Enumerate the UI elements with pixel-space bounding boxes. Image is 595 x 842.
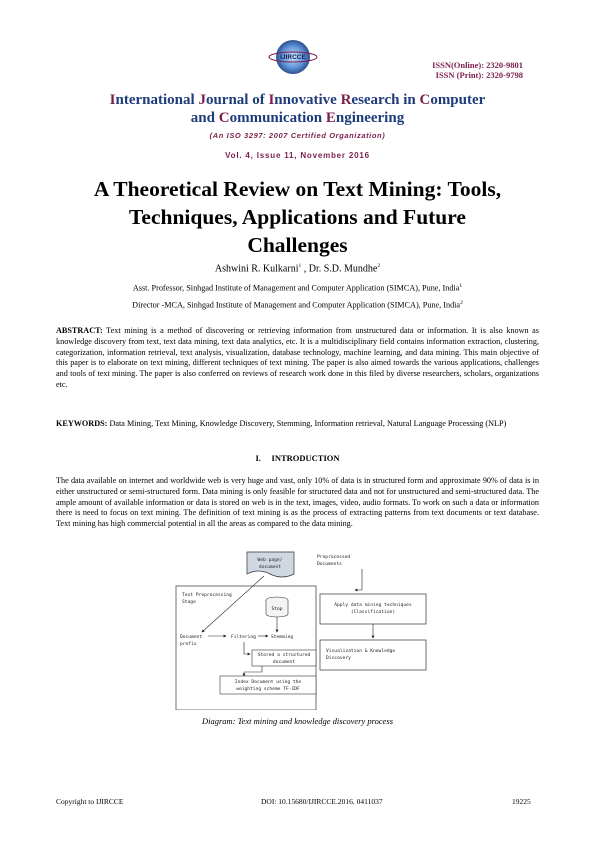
document-prefix-label: Document <box>180 635 203 640</box>
figure-caption: Diagram: Text mining and knowledge discovery process <box>201 716 394 726</box>
paper-title-line3: Challenges <box>247 233 348 257</box>
visualization-label-2: Discovery <box>326 656 351 661</box>
keywords <box>56 419 539 430</box>
apply-techniques-label: Apply data mining techniques <box>334 603 412 608</box>
stored-structured-label-2: document <box>272 660 296 665</box>
issn-online: ISSN(Online): 2320-9801 <box>432 60 523 70</box>
web-page-label-2: document <box>258 565 282 570</box>
paper-title-line2: Techniques, Applications and Future <box>129 205 466 229</box>
footer-copyright: Copyright to IJIRCCE <box>56 797 124 806</box>
volume-issue: Vol. 4, Issue 11, November 2016 <box>225 151 370 160</box>
preprocessing-label: Text Preprocessing <box>182 593 232 598</box>
preprocessing-label-2: Stage <box>182 600 196 605</box>
text-mining-process-diagram <box>172 550 430 710</box>
index-document-label: Index Document using the <box>234 680 302 685</box>
journal-logo <box>266 38 320 76</box>
preprocessed-label-2: Documents <box>317 562 342 567</box>
abstract-text: Text mining is a method of discovering or retrieving information from unstructured data or information. It is also known as knowledge discovery from text, text data mining, text data analytics, etc. It is a multidisciplinary field contains information extraction, clustering, categorization, information retrieval, text analysis, visualization, database technology, machine learning, and data mining. This main objective of this paper is to elaborate on text mining, different techniques of text mining. The paper is also aimed towards the various applications, challenges and tools of text mining. The paper is also conferred on reviews of research work done in this filed by diverse researchers, scholars, organizations etc. <box>56 326 539 389</box>
stored-structured-label: Stored a structured <box>257 653 311 658</box>
stemming-label: Stemming <box>271 635 294 640</box>
affiliation-1: Asst. Professor, Sinhgad Institute of Management and Computer Application (SIMCA), Pune, India$^1$ <box>132 283 463 293</box>
journal-title-line2: and Communication Engineering <box>190 110 405 126</box>
apply-techniques-label-2: (Classification) <box>350 610 396 615</box>
abstract <box>56 326 539 391</box>
introduction-paragraph: The data available on internet and worldwide web is very huge and vast, only 10% of data is in structured form and approximate 90% of data is in either unstructured or semi-structured form. Data mining is only feasible for structured data and not for unstructured and semi-structured data. The ample amount of available information or data is stored on web is in the text, images, video, audio formats. To work on such a data or information there is need to focus on text mining. The definition of text mining is as the process of extracting patterns from text documents or text database. Text mining has high commercial potential in all the areas as compared to the data mining. <box>56 476 539 529</box>
author-1: Ashwini R. Kulkarni <box>214 263 299 275</box>
web-page-label: Web page/ <box>257 558 283 563</box>
affiliation-2: Director -MCA, Sinhgad Institute of Management and Computer Application (SIMCA), Pune, India$^2$ <box>132 300 463 310</box>
document-prefix-label-2: prefix <box>180 642 197 647</box>
issn-print: ISSN (Print): 2320-9798 <box>435 70 523 80</box>
author-list: Ashwini R. Kulkarni$^1$ , Dr. S.D. Mundhe$^2$ <box>214 263 381 275</box>
keywords-text: Data Mining, Text Mining, Knowledge Discovery, Stemming, Information retrieval, Natural Language Processing (NLP) <box>107 419 507 428</box>
keywords-label: KEYWORDS: <box>56 419 108 428</box>
section-heading: I. INTRODUCTION <box>255 453 340 463</box>
paper-title-line1: A Theoretical Review on Text Mining: Tools, <box>93 177 502 201</box>
preprocessed-label: Preprocessed <box>317 555 351 560</box>
certification-note: (An ISO 3297: 2007 Certified Organization) <box>209 131 386 140</box>
abstract-label: ABSTRACT: <box>56 326 103 335</box>
journal-title-line1: International Journal of Innovative Research in Computer <box>109 92 486 108</box>
index-document-label-2: weighting scheme TF-IDF <box>236 687 300 692</box>
footer-doi: DOI: 10.15680/IJIRCCE.2016. 0411037 <box>261 797 383 806</box>
logo-text: IJIRCCE <box>280 54 306 61</box>
filtering-label: Filtering <box>231 635 256 640</box>
author-2: , Dr. S.D. Mundhe <box>301 263 378 275</box>
footer-page-number: 19225 <box>512 797 531 806</box>
visualization-label: Visualization & Knowledge <box>326 649 396 654</box>
stop-label: Stop <box>271 607 283 612</box>
